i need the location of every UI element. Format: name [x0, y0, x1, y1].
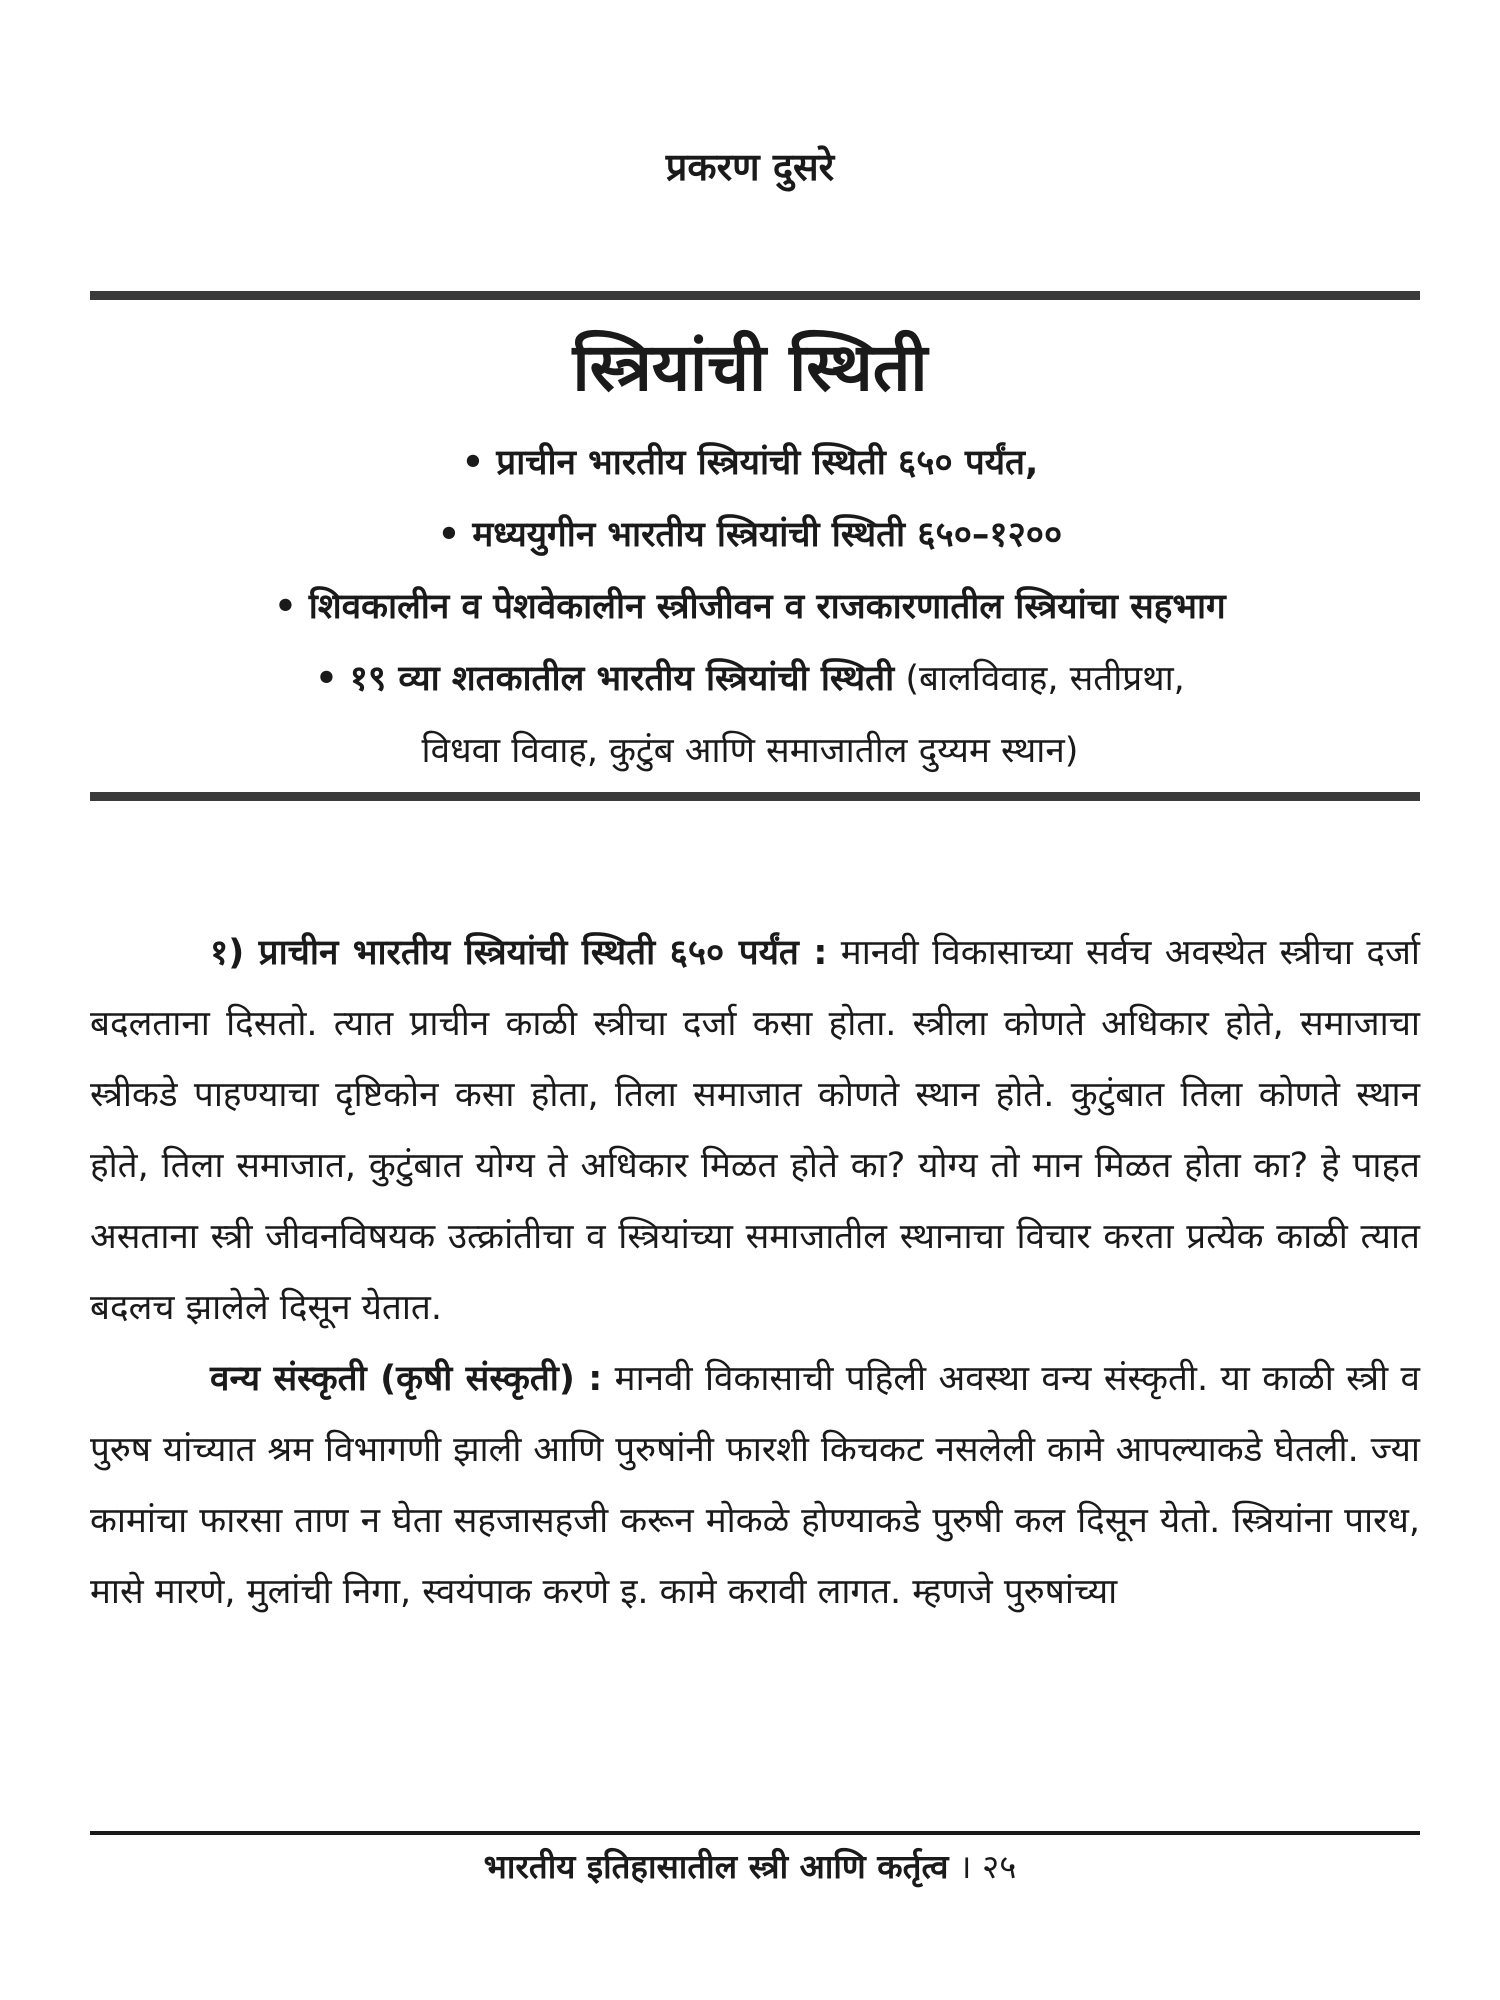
footer-separator: । [948, 1847, 983, 1886]
body-text [90, 918, 1420, 1628]
paragraph-1-text: मानवी विकासाच्या सर्वच अवस्थेत स्त्रीचा दर्जा बदलताना दिसतो. त्यात प्राचीन काळी स्त्रीचा दर्जा कसा होता. स्त्रीला कोणते अधिकार होते, समाजाचा स्त्रीकडे पाहण्याचा दृष्टिकोन कसा होता, तिला समाजात कोणते स्थान होते. कुटुंबात तिला कोणते स्थान होते, तिला समाजात, कुटुंबात योग्य ते अधिकार मिळत होते का? योग्य तो मान मिळत होता का? हे पाहत असताना स्त्री जीवनविषयक उत्क्रांतीचा व स्त्रियांच्या समाजातील स्थानाचा विचार करता प्रत्येक काळी त्यात बदलच झालेले दिसून येतात. [90, 933, 1420, 1328]
topic-bullet-4-continuation: विधवा विवाह, कुटुंब आणि समाजातील दुय्यम स्थान) [421, 731, 1079, 771]
footer-divider [90, 1831, 1420, 1835]
topic-bullet-4-normal: (बालविवाह, सतीप्रथा, [894, 659, 1185, 699]
paragraph-1 [90, 918, 1420, 1344]
mid-divider [90, 792, 1420, 801]
paragraph-2-text: मानवी विकासाची पहिली अवस्था वन्य संस्कृती. या काळी स्त्री व पुरुष यांच्यात श्रम विभागणी झाली आणि पुरुषांनी फारशी किचकट नसलेली कामे आपल्याकडे घेतली. ज्या कामांचा फारसा ताण न घेता सहजासहजी करून मोकळे होण्याकडे पुरुषी कल दिसून येतो. स्त्रियांना पारध, मासे मारणे, मुलांची निगा, स्वयंपाक करणे इ. कामे करावी लागत. म्हणजे पुरुषांच्या [90, 1359, 1420, 1612]
topic-bullet-4 [0, 654, 1500, 701]
paragraph-2-heading: वन्य संस्कृती (कृषी संस्कृती) : [210, 1359, 603, 1399]
top-divider [90, 291, 1420, 300]
page-footer [0, 1843, 1500, 1888]
page-number: २५ [982, 1847, 1017, 1886]
topic-bullet-1: • प्राचीन भारतीय स्त्रियांची स्थिती ६५० पर्यंत, [461, 443, 1039, 483]
topic-bullet-4-bold: • १९ व्या शतकातील भारतीय स्त्रियांची स्थिती [315, 659, 895, 699]
topic-bullet-3: • शिवकालीन व पेशवेकालीन स्त्रीजीवन व राजकारणातील स्त्रियांचा सहभाग [274, 587, 1226, 627]
paragraph-1-heading: १) प्राचीन भारतीय स्त्रियांची स्थिती ६५० पर्यंत : [210, 933, 828, 973]
chapter-label: प्रकरण दुसरे [665, 145, 835, 189]
topic-bullet-2: • मध्ययुगीन भारतीय स्त्रियांची स्थिती ६५०–१२०० [437, 515, 1063, 555]
paragraph-2 [90, 1344, 1420, 1628]
page-title: स्त्रियांची स्थिती [572, 329, 928, 406]
footer-book-title: भारतीय इतिहासातील स्त्री आणि कर्तृत्व [483, 1847, 949, 1886]
